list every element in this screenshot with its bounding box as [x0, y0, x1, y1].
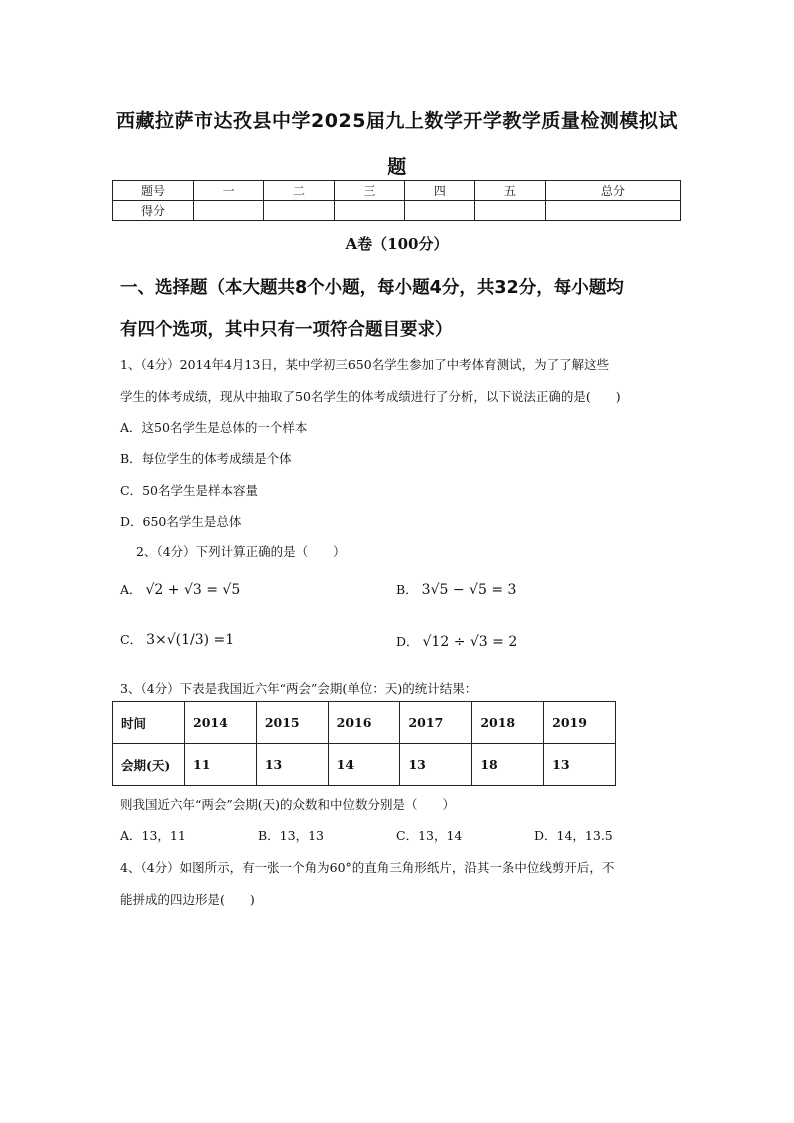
- q3-option-a: A．13，11: [120, 828, 186, 843]
- q2-stem: 2、（4分）下列计算正确的是（ ）: [136, 544, 346, 559]
- table-cell: 13: [400, 744, 472, 786]
- table-cell: 2014: [185, 702, 257, 744]
- q3-option-d: D．14，13.5: [534, 828, 613, 843]
- score-table-row: [113, 201, 681, 221]
- score-table: [112, 180, 681, 221]
- q2-option-b-label: B．: [396, 582, 418, 597]
- score-cell[interactable]: [545, 201, 680, 221]
- q2-option-c-expr: 3×√(1/3) =1: [146, 632, 235, 648]
- score-header-cell: 题号: [113, 181, 194, 201]
- table-cell: 2017: [400, 702, 472, 744]
- table-cell: 会期(天): [113, 744, 185, 786]
- score-cell[interactable]: [194, 201, 264, 221]
- q1-stem-line1: 1、（4分）2014年4月13日，某中学初三650名学生参加了中考体育测试，为了了解这些: [120, 357, 610, 372]
- score-cell[interactable]: [475, 201, 545, 221]
- q4-stem-line2: 能拼成的四边形是( ): [120, 892, 255, 907]
- q3-option-c: C．13，14: [396, 828, 463, 843]
- table-cell: 2015: [256, 702, 328, 744]
- q2-option-a: [120, 580, 240, 598]
- score-cell[interactable]: [334, 201, 404, 221]
- q2-option-c: [120, 630, 234, 648]
- exam-title-line1: 西藏拉萨市达孜县中学2025届九上数学开学教学质量检测模拟试: [116, 110, 678, 132]
- score-cell[interactable]: [405, 201, 475, 221]
- table-cell: 18: [472, 744, 544, 786]
- table-cell: 13: [544, 744, 616, 786]
- table-cell: 2019: [544, 702, 616, 744]
- score-row-label: 得分: [113, 201, 194, 221]
- q2-option-d-label: D．: [396, 634, 419, 649]
- paper-a-heading: A卷（100分）: [345, 235, 449, 253]
- meeting-days-table: [112, 701, 616, 786]
- score-cell[interactable]: [264, 201, 334, 221]
- score-header-cell: 三: [334, 181, 404, 201]
- table-row: [113, 702, 616, 744]
- table-cell: 时间: [113, 702, 185, 744]
- q1-option-c: C．50名学生是样本容量: [120, 483, 258, 498]
- q3-question: 则我国近六年“两会”会期(天)的众数和中位数分别是（ ）: [120, 797, 456, 812]
- q1-stem-line2: 学生的体考成绩，现从中抽取了50名学生的体考成绩进行了分析，以下说法正确的是( ): [120, 389, 621, 404]
- table-row: [113, 744, 616, 786]
- q3-stem: 3、（4分）下表是我国近六年“两会”会期(单位：天)的统计结果：: [120, 681, 478, 696]
- section1-heading-line1: 一、选择题（本大题共8个小题，每小题4分，共32分，每小题均: [120, 278, 624, 298]
- table-cell: 2016: [328, 702, 400, 744]
- q1-option-b: B．每位学生的体考成绩是个体: [120, 451, 292, 466]
- q1-option-d: D．650名学生是总体: [120, 514, 242, 529]
- table-cell: 11: [185, 744, 257, 786]
- q3-option-b: B．13，13: [258, 828, 324, 843]
- q2-option-d: [396, 632, 517, 650]
- q2-option-c-label: C．: [120, 632, 143, 647]
- score-header-cell: 五: [475, 181, 545, 201]
- q4-stem-line1: 4、（4分）如图所示，有一张一个角为60°的直角三角形纸片，沿其一条中位线剪开后，不: [120, 860, 615, 875]
- score-header-cell: 四: [405, 181, 475, 201]
- score-table-header-row: [113, 181, 681, 201]
- table-cell: 14: [328, 744, 400, 786]
- table-cell: 2018: [472, 702, 544, 744]
- q2-option-d-expr: √12 ÷ √3 = 2: [422, 634, 518, 650]
- q1-option-a: A．这50名学生是总体的一个样本: [120, 420, 308, 435]
- score-header-cell: 总分: [545, 181, 680, 201]
- score-header-cell: 一: [194, 181, 264, 201]
- q2-option-b: [396, 580, 516, 598]
- table-cell: 13: [256, 744, 328, 786]
- section1-heading-line2: 有四个选项，其中只有一项符合题目要求）: [120, 320, 453, 340]
- score-header-cell: 二: [264, 181, 334, 201]
- q2-option-b-expr: 3√5 − √5 = 3: [421, 582, 517, 598]
- q2-option-a-label: A．: [120, 582, 142, 597]
- q2-option-a-expr: √2 + √3 = √5: [145, 582, 241, 598]
- exam-title-line2: 题: [387, 156, 407, 178]
